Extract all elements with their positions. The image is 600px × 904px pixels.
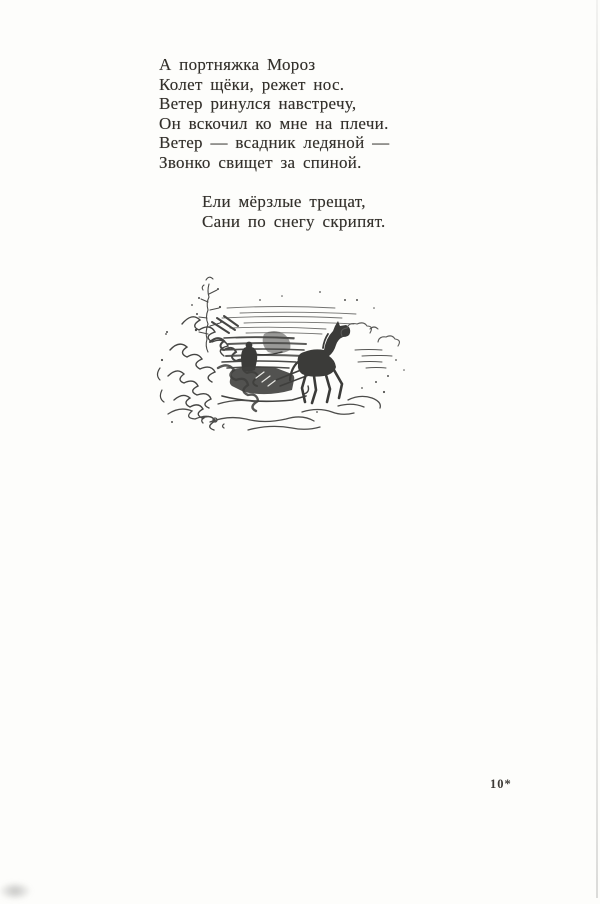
wind-dashes (355, 350, 405, 394)
poem-line: Ветер ринулся навстречу, (159, 94, 357, 114)
poem-stanza-1 (159, 55, 389, 173)
page-signature-number: 10* (490, 777, 512, 791)
illustration-horse-sleigh (152, 272, 432, 442)
poem-line: А портняжка Мороз (159, 55, 316, 74)
page-edge-shadow (596, 0, 598, 898)
poem-line: Он вскочил ко мне на плечи. (159, 113, 389, 133)
tree-sketch (161, 277, 222, 361)
poem-line: Колет щёки, режет нос. (159, 74, 345, 94)
poem-stanza-2 (202, 192, 386, 231)
poem-line: Звонко свищет за спиной. (159, 152, 362, 172)
winter-sleigh-sketch (152, 272, 432, 442)
poem-line: Сани по снегу скрипят. (202, 211, 386, 231)
poem-line: Ветер — всадник ледяной — (159, 133, 390, 153)
scan-smudge (0, 878, 38, 904)
clouds (341, 323, 399, 346)
speckles (171, 291, 375, 423)
forest-hatching (222, 331, 306, 368)
poem-line: Ели мёрзлые трещат, (202, 192, 366, 211)
